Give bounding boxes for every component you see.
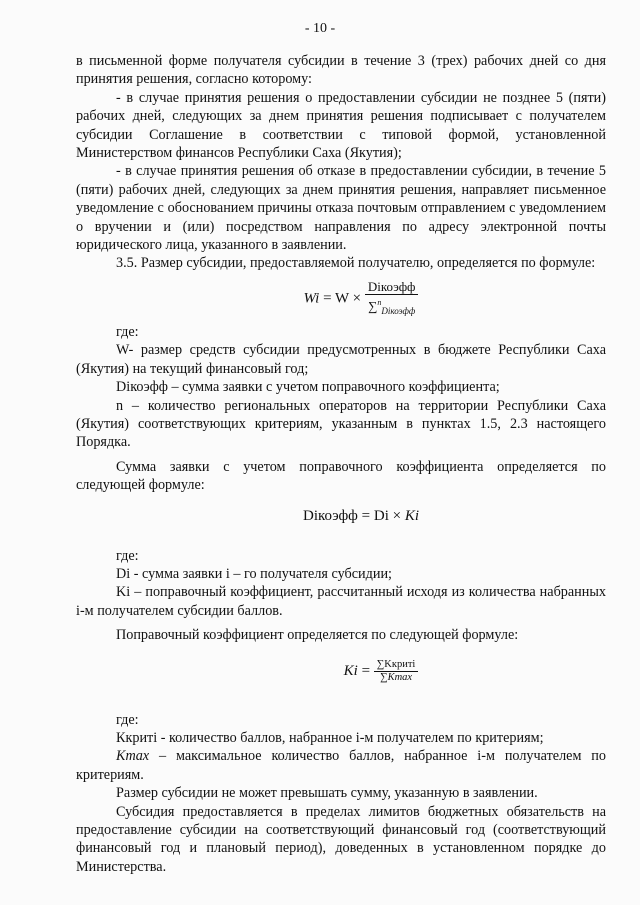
- definition-ki: Ki – поправочный коэффициент, рассчитанный исходя из количества набранных i-м получателем субсидии баллов.: [76, 584, 606, 619]
- formula1-numerator: Diкоэфф: [365, 279, 419, 295]
- formula2-rhs-var: Ki: [404, 507, 420, 524]
- formula1-sum-upper: n: [377, 297, 382, 307]
- paragraph-limits: Субсидия предоставляется в пределах лимитов бюджетных обязательств на предоставление субсидии на соответствующий финансовый год (соответствующий финансовый год и плановый период), доведенных в установленном порядке до Министерства.: [76, 803, 606, 875]
- where-label-1: где:: [116, 323, 139, 340]
- formula2-eq: = Di ×: [357, 507, 405, 524]
- definition-kmax-text: – максимальное количество баллов, набранное i-м получателем по критериям.: [76, 748, 606, 783]
- formula2-lhs: Diкоэфф: [302, 507, 358, 524]
- paragraph-max-amount: Размер субсидии не может превышать сумму, указанную в заявлении.: [116, 785, 538, 802]
- formula3-eq: =: [357, 662, 374, 679]
- definition-kmax-var: Kmax: [116, 748, 150, 765]
- definition-kkrit: Ккритi - количество баллов, набранное i-м получателем по критериям;: [116, 729, 544, 746]
- definition-n: n – количество региональных операторов на территории Республики Саха (Якутия) соответствующих критериям, указанным в пунктах 1.5, 2.3 настоящего Порядка.: [76, 397, 606, 451]
- formula1-eq: = W ×: [319, 290, 365, 307]
- formula3-fraction: [374, 659, 419, 684]
- definition-w: W- размер средств субсидии предусмотренных в бюджете Республики Саха (Якутия) на текущий финансовый год;: [76, 342, 606, 377]
- definition-dikoeff: Diкоэфф – сумма заявки с учетом поправочного коэффициента;: [116, 379, 500, 396]
- formula1-fraction: [365, 279, 419, 319]
- formula-ki: [76, 645, 606, 709]
- formula1-denominator: [365, 295, 419, 319]
- where-label-2: где:: [116, 547, 139, 564]
- paragraph-decision-refusal: - в случае принятия решения об отказе в предоставлении субсидии, в течение 5 (пяти) рабочих дней, следующих за днем принятия решения, направляет письменное уведомление с обоснованием причины отказа почтовым отправлением с уведомлением о вручении и (или) посредством направления по адресу электронной почты юридического лица, указанного в заявлении.: [76, 163, 606, 254]
- where-label-3: где:: [116, 711, 139, 728]
- paragraph-clause-3-5: 3.5. Размер субсидии, предоставляемой получателю, определяется по формуле:: [116, 255, 596, 272]
- formula3-lhs: Ki: [343, 662, 358, 679]
- definition-kmax: [76, 747, 606, 784]
- formula3-denominator: ∑Kmax: [380, 671, 413, 683]
- formula3-numerator: ∑Kкритi: [374, 659, 419, 672]
- paragraph-decision-grant: - в случае принятия решения о предоставлении субсидии не позднее 5 (пяти) рабочих дней, следующих за днем принятия решения подписывает с получателем субсидии Соглашение в соответствии с типовой формой, установленной Министерством финансов Республики Саха (Якутия);: [76, 89, 606, 162]
- document-body: [76, 52, 606, 876]
- formula-dikoeff: [76, 495, 606, 545]
- paragraph-intro: в письменной форме получателя субсидии в течение 3 (трех) рабочих дней со дня принятия решения, согласно которому:: [76, 53, 606, 88]
- formula-subsidy-size: [76, 273, 606, 321]
- formula1-lhs: Wi: [303, 290, 320, 307]
- formula1-sum-var: Diкоэфф: [381, 305, 416, 316]
- formula1-sum-sign: ∑: [368, 298, 378, 314]
- page-number: - 10 -: [304, 21, 336, 36]
- definition-di: Di - сумма заявки i – го получателя субсидии;: [116, 565, 392, 582]
- paragraph-ki-formula-intro: Поправочный коэффициент определяется по следующей формуле:: [116, 627, 519, 644]
- paragraph-dikoeff-formula-intro: Сумма заявки с учетом поправочного коэффициента определяется по следующей формуле:: [76, 458, 606, 494]
